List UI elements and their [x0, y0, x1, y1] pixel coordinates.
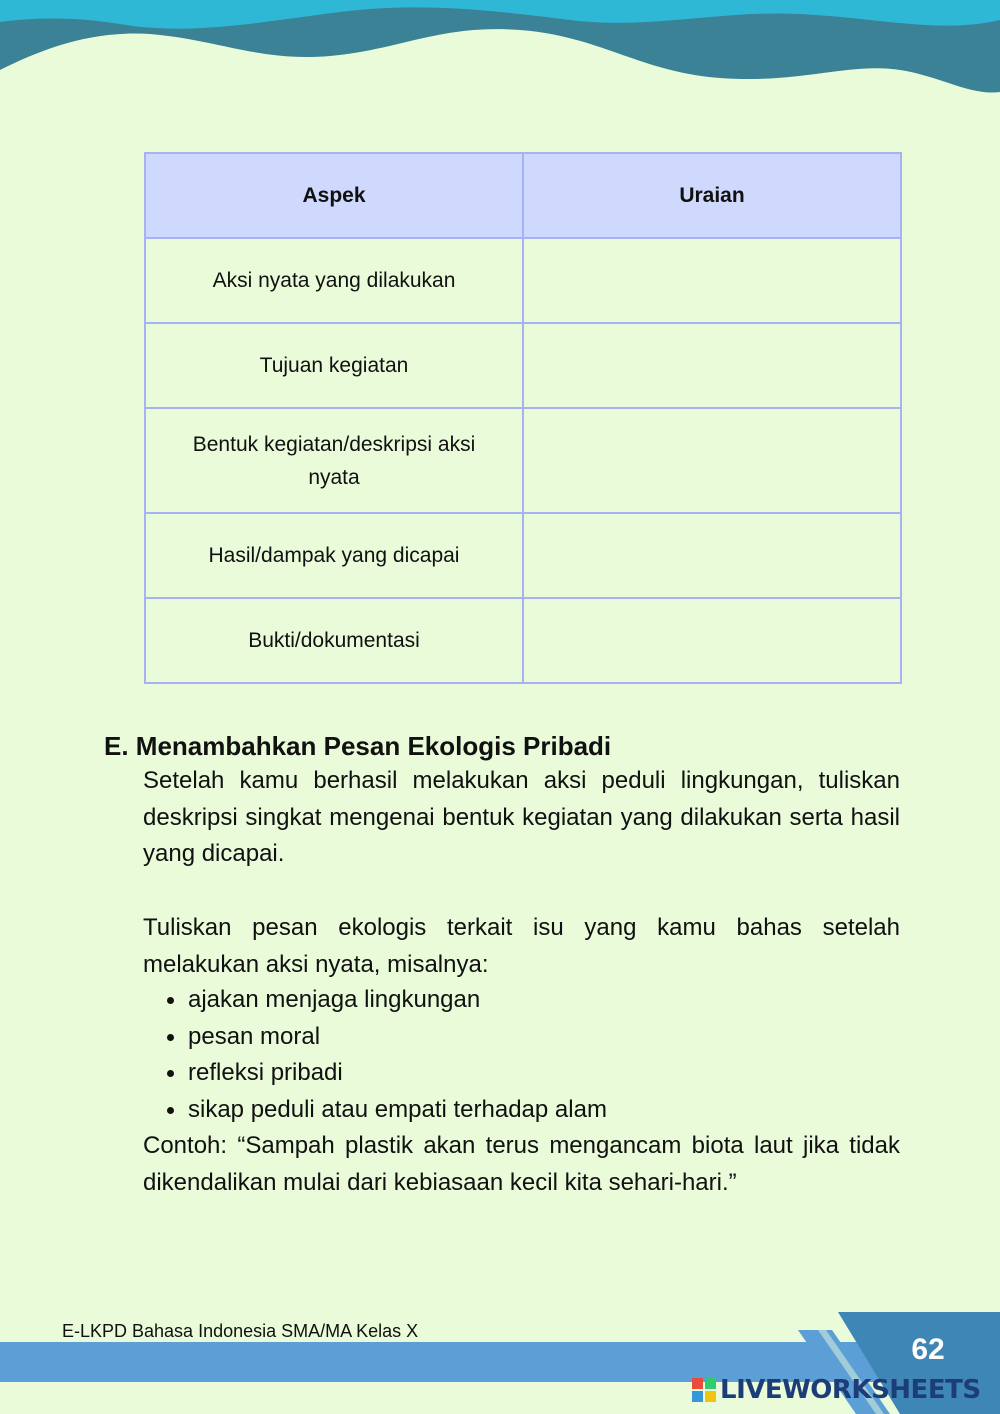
- header-aspek: Aspek: [145, 153, 523, 238]
- aspek-cell: Hasil/dampak yang dicapai: [145, 513, 523, 598]
- uraian-cell[interactable]: [523, 408, 901, 513]
- page-number: 62: [911, 1333, 945, 1366]
- section-title: E. Menambahkan Pesan Ekologis Pribadi: [104, 731, 612, 761]
- table-row: [145, 323, 901, 408]
- table-header-row: [145, 153, 901, 238]
- table-row: [145, 408, 901, 513]
- header-wave-decoration: [0, 0, 1000, 110]
- aspek-cell: Bukti/dokumentasi: [145, 598, 523, 683]
- list-item: pesan moral: [143, 1019, 900, 1056]
- table-row: [145, 238, 901, 323]
- watermark-text: LIVEWORKSHEETS: [720, 1375, 981, 1405]
- uraian-cell[interactable]: [523, 513, 901, 598]
- liveworksheets-blocks-icon: [692, 1378, 716, 1402]
- list-item: sikap peduli atau empati terhadap alam: [143, 1092, 900, 1129]
- uraian-cell[interactable]: [523, 323, 901, 408]
- example-paragraph: Contoh: “Sampah plastik akan terus mengancam biota laut jika tidak dikendalikan mulai dari kebiasaan kecil kita sehari-hari.”: [143, 1132, 900, 1196]
- header-uraian: Uraian: [523, 153, 901, 238]
- liveworksheets-logo: [692, 1374, 981, 1406]
- list-item: refleksi pribadi: [143, 1055, 900, 1092]
- aspek-cell: Bentuk kegiatan/deskripsi aksi nyata: [145, 408, 523, 513]
- aspek-cell: Aksi nyata yang dilakukan: [145, 238, 523, 323]
- uraian-cell[interactable]: [523, 238, 901, 323]
- table-row: [145, 598, 901, 683]
- section-paragraph-1: Setelah kamu berhasil melakukan aksi peduli lingkungan, tuliskan deskripsi singkat mengenai bentuk kegiatan yang dilakukan serta hasil yang dicapai.: [143, 767, 900, 867]
- list-item: ajakan menjaga lingkungan: [143, 982, 900, 1019]
- message-type-list: [143, 982, 900, 1128]
- section-paragraph-2: Tuliskan pesan ekologis terkait isu yang kamu bahas setelah melakukan aksi nyata, misalnya:: [143, 914, 900, 978]
- aspek-uraian-table: [144, 152, 902, 684]
- book-title: E-LKPD Bahasa Indonesia SMA/MA Kelas X: [62, 1321, 419, 1341]
- uraian-cell[interactable]: [523, 598, 901, 683]
- aspek-cell: Tujuan kegiatan: [145, 323, 523, 408]
- table-row: [145, 513, 901, 598]
